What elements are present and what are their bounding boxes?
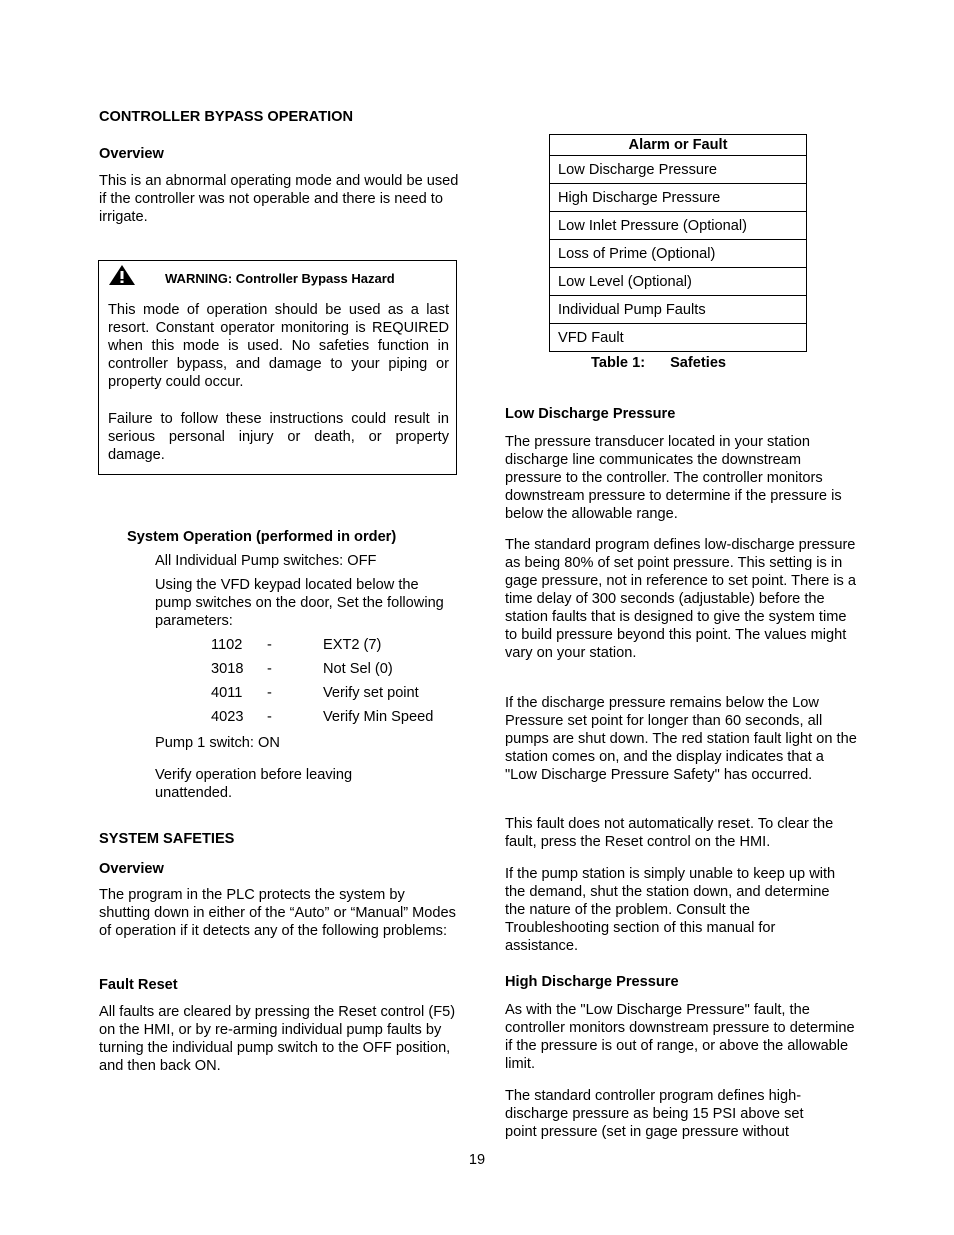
table-row: VFD Fault xyxy=(550,324,807,352)
parameter-value: Verify set point xyxy=(323,685,419,701)
parameter-value: Verify Min Speed xyxy=(323,709,434,725)
low-discharge-paragraph-2: The standard program defines low-discharge pressure as being 80% of set point pressure. This setting is in gage pressure, not in reference to set point. There is a time delay of 300 seconds (adjustable) before the station faults that is designed to give the system time to build pressure beyond this point. The values might vary on your station. xyxy=(505,537,856,661)
low-discharge-paragraph-5: If the pump station is simply unable to keep up with the demand, shut the station down, and determine the nature of the problem. Consult the Troubleshooting section of this manual for assistance. xyxy=(505,866,836,954)
parameter-code: 3018 xyxy=(211,661,244,677)
warning-box xyxy=(98,260,457,475)
page-number: 19 xyxy=(468,1152,486,1168)
table-row: Individual Pump Faults xyxy=(550,296,807,324)
table-row: Low Inlet Pressure (Optional) xyxy=(550,212,807,240)
high-discharge-paragraph-1: As with the "Low Discharge Pressure" fault, the controller monitors downstream pressure to determine if the pressure is out of range, or above the allowable limit. xyxy=(505,1002,855,1072)
parameter-dash: - xyxy=(267,637,272,653)
low-discharge-paragraph-1: The pressure transducer located in your station discharge line communicates the downstream pressure to the controller. The controller monitors downstream pressure to determine if the pressure is below the allowable range. xyxy=(505,434,842,522)
parameter-code: 1102 xyxy=(211,637,243,653)
fault-reset-text: All faults are cleared by pressing the Reset control (F5) on the HMI, or by re-arming individual pump faults by turning the individual pump switch to the OFF position, and then back ON. xyxy=(99,1004,456,1074)
table-row: High Discharge Pressure xyxy=(550,184,807,212)
safeties-table xyxy=(549,134,807,352)
step-verify-operation: Verify operation before leaving unattended. xyxy=(155,767,353,801)
high-discharge-heading: High Discharge Pressure xyxy=(505,974,679,990)
step-pump-switches-off: All Individual Pump switches: OFF xyxy=(155,553,377,569)
step-vfd-keypad: Using the VFD keypad located below the pump switches on the door, Set the following parameters: xyxy=(155,577,444,629)
table-header: Alarm or Fault xyxy=(550,135,807,156)
parameter-code: 4011 xyxy=(211,685,243,701)
section-heading-safeties: SYSTEM SAFETIES xyxy=(99,831,235,847)
parameter-code: 4023 xyxy=(211,709,244,725)
table-row: Low Discharge Pressure xyxy=(550,156,807,184)
warning-title: WARNING: Controller Bypass Hazard xyxy=(165,271,395,286)
safeties-overview-text: The program in the PLC protects the system by shutting down in either of the “Auto” or “Manual” Modes of operation if it detects any of the following problems: xyxy=(99,887,456,939)
low-discharge-paragraph-3: If the discharge pressure remains below the Low Pressure set point for longer than 60 seconds, all pumps are shut down. The red station fault light on the station comes on, and the display indicates that a "Low Discharge Pressure Safety" has occurred. xyxy=(505,695,857,783)
table-caption-label: Table 1: xyxy=(591,355,646,371)
parameter-value: Not Sel (0) xyxy=(323,661,393,677)
warning-triangle-icon xyxy=(108,264,136,286)
warning-paragraph-2: Failure to follow these instructions could result in serious personal injury or death, or property damage. xyxy=(108,411,449,463)
system-operation-heading: System Operation (performed in order) xyxy=(127,529,397,545)
warning-paragraph-1: This mode of operation should be used as a last resort. Constant operator monitoring is REQUIRED when this mode is used. No safeties function in controller bypass, and damage to your piping or property could occur. xyxy=(108,302,449,390)
low-discharge-heading: Low Discharge Pressure xyxy=(505,406,676,422)
step-pump1-on: Pump 1 switch: ON xyxy=(155,735,280,751)
parameter-value: EXT2 (7) xyxy=(323,637,382,653)
fault-reset-heading: Fault Reset xyxy=(99,977,178,993)
table-row: Loss of Prime (Optional) xyxy=(550,240,807,268)
parameter-dash: - xyxy=(267,685,272,701)
section-heading-bypass: CONTROLLER BYPASS OPERATION xyxy=(99,109,354,125)
low-discharge-paragraph-4: This fault does not automatically reset. To clear the fault, press the Reset control on the HMI. xyxy=(505,816,834,850)
table-caption-title: Safeties xyxy=(670,355,727,371)
high-discharge-paragraph-2: The standard controller program defines high-discharge pressure as being 15 PSI above set point pressure (set in gage pressure without xyxy=(505,1088,804,1140)
overview-heading-2: Overview xyxy=(99,861,164,877)
parameter-dash: - xyxy=(267,661,272,677)
overview-heading: Overview xyxy=(99,146,164,162)
table-row: Low Level (Optional) xyxy=(550,268,807,296)
table-caption xyxy=(591,354,726,372)
overview-text: This is an abnormal operating mode and would be used if the controller was not operable and there is need to irrigate. xyxy=(99,173,459,225)
parameter-dash: - xyxy=(267,709,272,725)
